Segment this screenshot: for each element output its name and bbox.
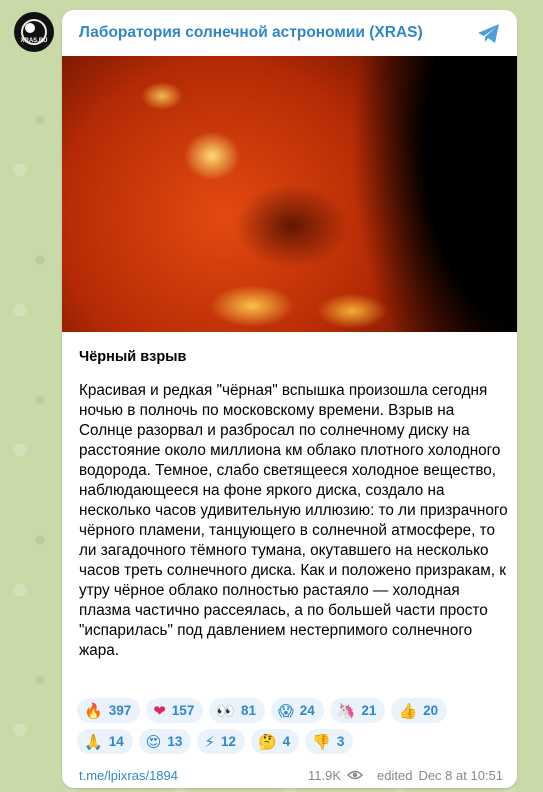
- reaction-count: 12: [220, 734, 236, 749]
- reaction-heart-eyes[interactable]: [139, 729, 192, 754]
- pray-icon: 🙏: [84, 732, 103, 751]
- reactions-bar: [77, 698, 507, 754]
- fire-icon: 🔥: [84, 701, 103, 720]
- message-date: Dec 8 at 10:51: [418, 767, 503, 783]
- eye-icon: [347, 770, 363, 780]
- reaction-count: 397: [108, 703, 132, 718]
- channel-avatar[interactable]: [14, 12, 54, 52]
- reaction-eyes[interactable]: [209, 698, 265, 723]
- reaction-fire[interactable]: [77, 698, 140, 723]
- reaction-count: 13: [167, 734, 183, 749]
- reaction-count: 81: [241, 703, 257, 718]
- avatar-logo-text: XRAS.RU: [20, 38, 48, 44]
- post-body: [79, 381, 509, 661]
- reaction-count: 21: [361, 703, 377, 718]
- eyes-icon: 👀: [216, 701, 236, 720]
- message-card: [62, 10, 517, 788]
- reaction-count: 24: [299, 703, 315, 718]
- sun-flare-photo[interactable]: [62, 56, 517, 332]
- scream-icon: 😱: [278, 701, 294, 720]
- view-count: 11.9K: [308, 767, 342, 783]
- post-link[interactable]: t.me/lpixras/1894: [79, 767, 178, 783]
- edited-label: edited: [377, 767, 413, 783]
- reaction-heart[interactable]: [146, 698, 203, 723]
- reaction-count: 4: [282, 734, 291, 749]
- reaction-pray[interactable]: [77, 729, 133, 754]
- message-footer: [79, 765, 503, 785]
- reaction-lightning[interactable]: [197, 729, 245, 754]
- post-title: Чёрный взрыв: [79, 349, 187, 365]
- reaction-count: 20: [423, 703, 439, 718]
- thinking-icon: 🤔: [257, 732, 277, 751]
- reaction-thumbs-down[interactable]: [305, 729, 353, 754]
- channel-title[interactable]: Лаборатория солнечной астрономии (XRAS): [79, 24, 423, 41]
- reaction-thumbs-up[interactable]: [391, 698, 447, 723]
- telegram-share-icon[interactable]: [477, 23, 501, 45]
- post-body-text: Красивая и редкая "чёрная" вспышка произошла сегодня ночью в полночь по московскому времени. Взрыв на Солнце разорвал и разбросал по солнечному диску на расстояние около миллиона км облако плотного холодного водорода. Темное, слабо светящееся холодное вещество, наблюдающееся на фоне яркого диска, создало на несколько часов удивительную иллюзию: то ли призрачного чёрного пламени, танцующего в солнечной атмосфере, то ли загадочного тёмного тумана, окутавшего на несколько часов треть солнечного диска. Как и положено призракам, к утру чёрное облако полностью растаяло — холодная плазма частично рассеялась, а по большей части просто "испарилась" под давлением нестерпимого солнечного жара.: [79, 382, 508, 659]
- message-header: [62, 10, 517, 56]
- lightning-icon: ⚡: [204, 732, 215, 751]
- reaction-count: 3: [336, 734, 345, 749]
- thumbs-down-icon: 👎: [312, 732, 331, 751]
- unicorn-icon: 🦄: [336, 701, 356, 720]
- reaction-scream[interactable]: [271, 698, 324, 723]
- reaction-count: 157: [171, 703, 195, 718]
- thumbs-up-icon: 👍: [398, 701, 418, 720]
- heart-eyes-icon: 😍: [145, 732, 162, 751]
- message-meta: [308, 768, 503, 783]
- heart-icon: ❤: [153, 701, 166, 720]
- reaction-thinking[interactable]: [251, 729, 299, 754]
- reaction-unicorn[interactable]: [330, 698, 386, 723]
- reaction-count: 14: [108, 734, 124, 749]
